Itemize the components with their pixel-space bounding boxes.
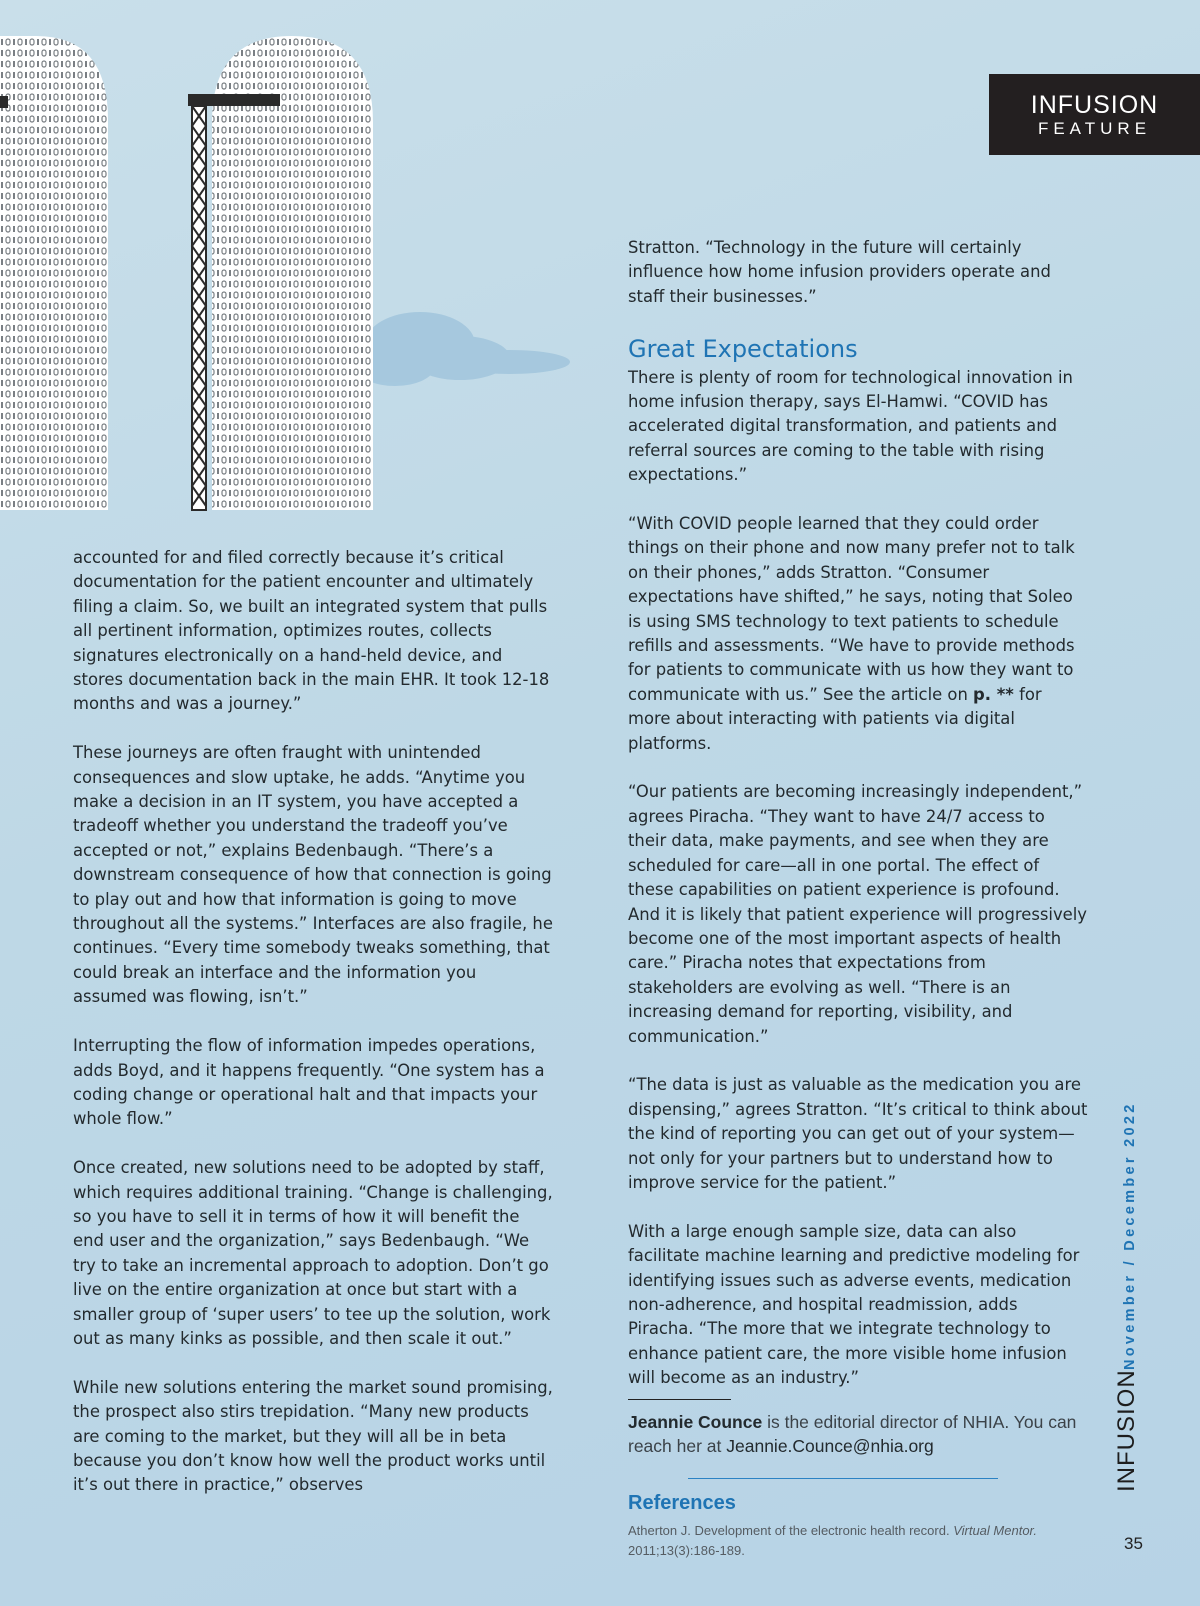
- left-column: [73, 546, 553, 1522]
- body-paragraph: These journeys are often fraught with unintended consequences and slow uptake, he adds. “Anytime you make a decision in an IT system, you have accepted a tradeoff whether you understand the tradeoff you’ve accepted or not,” explains Bedenbaugh. “There’s a downstream consequence of how that connection is going to play out and how that information is going to move throughout all the systems.” Interfaces are also fragile, he continues. “Every time somebody tweaks something, that could break an interface and the information you assumed was flowing, isn’t.”: [73, 743, 553, 1007]
- binary-arches-illustration: [0, 36, 580, 516]
- body-paragraph: “Our patients are becoming increasingly independent,” agrees Piracha. “They want to have 24/7 access to their data, make payments, and see when they are scheduled for care—all in one portal. The effect of these capabilities on patient experience is profound. And it is likely that patient experience will progressively become one of the most important aspects of health care.” Piracha notes that expectations from stakeholders are evolving as well. “There is an increasing demand for reporting, visibility, and communication.”: [628, 782, 1087, 1046]
- author-name: Jeannie Counce: [628, 1411, 763, 1432]
- body-paragraph: There is plenty of room for technological innovation in home infusion therapy, says El-Hamwi. “COVID has accelerated digital transformation, and patients and referral sources are coming to the table with rising expectations.”: [628, 367, 1073, 485]
- text-span: Atherton J. Development of the electronic health record.: [628, 1523, 954, 1539]
- cloud-shape: [355, 312, 570, 386]
- body-paragraph: Stratton. “Technology in the future will certainly influence how home infusion providers operate and staff their businesses.”: [628, 238, 1051, 306]
- page-reference: p. **: [973, 684, 1014, 704]
- issue-date: November / December 2022: [1122, 1101, 1138, 1370]
- left-binary-arch: [0, 36, 108, 510]
- body-paragraph: Once created, new solutions need to be adopted by staff, which requires additional training. “Change is challenging, so you have to sell it in terms of how it will benefit the end user and the organization,” says Bedenbaugh. “We try to take an incremental approach to adoption. Don’t go live on the entire organization at once but start with a smaller group of ‘super users’ to tee up the solution, work out as many kinks as possible, and then scale it out.”: [73, 1158, 553, 1348]
- references-heading: References: [628, 1491, 736, 1514]
- body-paragraph: While new solutions entering the market sound promising, the prospect also stirs trepidation. “Many new products are coming to the market, but they will all be in beta because you don’t know how well the product works until it’s out there in practice,” observes: [73, 1377, 553, 1495]
- text-span: for more about interacting with patients via digital platforms.: [628, 684, 1042, 753]
- author-email-link[interactable]: Jeannie.Counce@nhia.org: [726, 1435, 934, 1456]
- journal-name: Virtual Mentor.: [953, 1523, 1038, 1539]
- body-paragraph: With a large enough sample size, data can also facilitate machine learning and predictive modeling for identifying issues such as adverse events, medication non-adherence, and hospital readmission, adds Piracha. “The more that we integrate technology to enhance patient care, the more visible home infusion will become as an industry.”: [628, 1221, 1080, 1388]
- text-span: “With COVID people learned that they could order things on their phone and now many prefer not to talk on their phones,” adds Stratton. “Consumer expectations have shifted,” he says, noting that Soleo is using SMS technology to text patients to schedule refills and assessments. “We have to provide methods for patients to communicate with us how they want to communicate with us.” See the article on: [628, 514, 1075, 704]
- body-paragraph: [628, 512, 1088, 756]
- body-paragraph: “The data is just as valuable as the medication you are dispensing,” agrees Stratton. “It’s critical to think about the kind of reporting you can get out of your system—not only for your partners but to understand how to improve service for the patient.”: [628, 1075, 1088, 1192]
- divider: [628, 1399, 731, 1400]
- page-number: 35: [1124, 1534, 1143, 1553]
- text-span: 2011;13(3):186-189.: [628, 1542, 745, 1558]
- author-bio: [628, 1410, 1088, 1458]
- author-bio-text: is the editorial director of NHIA. You can reach her at: [628, 1411, 1077, 1456]
- feature-badge: [989, 74, 1200, 155]
- right-column: [628, 236, 1088, 1560]
- body-paragraph: accounted for and filed correctly because it’s critical documentation for the patient encounter and ultimately filing a claim. So, we built an integrated system that pulls all pertinent information, optimizes routes, collects signatures electronically on a hand-held device, and stores documentation back in the main EHR. It took 12-18 months and was a journey.”: [73, 548, 550, 714]
- body-paragraph: Interrupting the flow of information impedes operations, adds Boyd, and it happens frequently. “One system has a coding change or operational halt and that impacts your whole flow.”: [73, 1036, 545, 1129]
- badge-brand: INFUSION: [1030, 91, 1159, 119]
- divider: [688, 1478, 998, 1479]
- badge-sub: FEATURE: [1037, 119, 1152, 138]
- section-heading: Great Expectations: [628, 334, 858, 363]
- sidebar-brand-logo: INFUSION: [1113, 1369, 1140, 1492]
- reference-entry: [628, 1521, 1088, 1560]
- right-binary-arch: [212, 36, 373, 510]
